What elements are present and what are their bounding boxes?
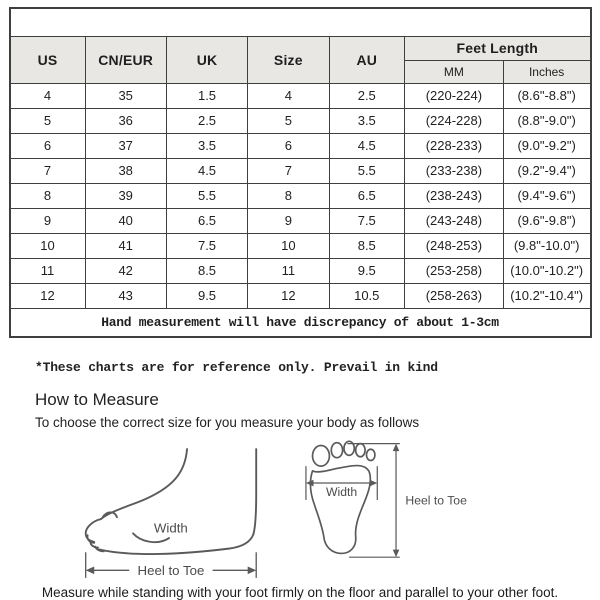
table-cell: 4.5	[329, 133, 405, 158]
table-cell: 5	[248, 108, 329, 133]
table-cell: 35	[85, 83, 166, 108]
table-cell: (228-233)	[405, 133, 504, 158]
table-header-row	[10, 36, 591, 60]
measurement-diagrams	[80, 438, 600, 579]
table-cell: (238-243)	[405, 183, 504, 208]
col-header-us: US	[10, 36, 86, 83]
table-cell: (10.0"-10.2")	[503, 258, 590, 283]
table-cell: 9.5	[166, 283, 247, 308]
table-cell: 9.5	[329, 258, 405, 283]
table-cell: 2.5	[329, 83, 405, 108]
table-cell: 12	[248, 283, 329, 308]
table-row	[10, 258, 591, 283]
table-cell: 40	[85, 208, 166, 233]
table-cell: (243-248)	[405, 208, 504, 233]
table-cell: 6.5	[166, 208, 247, 233]
foot-side-outline-icon	[86, 449, 257, 554]
side-view-foot-diagram	[80, 446, 260, 579]
table-cell: 8	[248, 183, 329, 208]
table-footer-row	[10, 308, 591, 337]
table-cell: 6	[248, 133, 329, 158]
table-cell: 1.5	[166, 83, 247, 108]
top-width-label: Width	[326, 485, 358, 500]
table-cell: 9	[10, 208, 86, 233]
table-cell: 7.5	[166, 233, 247, 258]
table-cell: (258-263)	[405, 283, 504, 308]
top-view-foot-diagram	[302, 438, 476, 560]
table-cell: (8.6"-8.8")	[503, 83, 590, 108]
table-cell: (9.6"-9.8")	[503, 208, 590, 233]
table-cell: 2.5	[166, 108, 247, 133]
table-cell: 41	[85, 233, 166, 258]
col-header-au: AU	[329, 36, 405, 83]
table-cell: 43	[85, 283, 166, 308]
reference-note: *These charts are for reference only. Prevail in kind	[35, 360, 438, 375]
how-to-measure-subtitle: To choose the correct size for you measure your body as follows	[35, 415, 420, 430]
how-to-measure-title: How to Measure	[35, 390, 159, 409]
table-row	[10, 208, 591, 233]
table-cell: (9.0"-9.2")	[503, 133, 590, 158]
table-cell: (253-258)	[405, 258, 504, 283]
col-header-feet-length: Feet Length	[405, 36, 591, 60]
table-cell: 12	[10, 283, 86, 308]
table-footnote: Hand measurement will have discrepancy of about 1-3cm	[10, 308, 591, 337]
side-width-label: Width	[153, 520, 188, 536]
table-cell: 3.5	[329, 108, 405, 133]
table-cell: 5.5	[166, 183, 247, 208]
table-row	[10, 133, 591, 158]
table-cell: 37	[85, 133, 166, 158]
bottom-note: Measure while standing with your foot firmly on the floor and parallel to your other foot.	[41, 585, 559, 600]
size-table-body	[10, 83, 591, 308]
table-cell: 3.5	[166, 133, 247, 158]
table-cell: 42	[85, 258, 166, 283]
table-cell: 38	[85, 158, 166, 183]
width-arrow	[306, 444, 400, 558]
table-row	[10, 108, 591, 133]
table-cell: (224-228)	[405, 108, 504, 133]
col-header-cn-eur: CN/EUR	[85, 36, 166, 83]
col-header-uk: UK	[166, 36, 247, 83]
table-cell: 7	[10, 158, 86, 183]
table-cell: 10	[248, 233, 329, 258]
table-cell: (9.4"-9.6")	[503, 183, 590, 208]
table-cell: 36	[85, 108, 166, 133]
table-cell: 11	[10, 258, 86, 283]
table-cell: 11	[248, 258, 329, 283]
table-cell: 6.5	[329, 183, 405, 208]
table-cell: 10.5	[329, 283, 405, 308]
table-cell: (9.8"-10.0")	[503, 233, 590, 258]
table-row	[10, 158, 591, 183]
table-row	[10, 83, 591, 108]
table-cell: (233-238)	[405, 158, 504, 183]
col-header-mm: MM	[405, 60, 504, 83]
table-cell: 5.5	[329, 158, 405, 183]
top-heel-to-toe-label: Heel to Toe	[405, 493, 467, 508]
table-cell: 4.5	[166, 158, 247, 183]
col-header-size: Size	[248, 36, 329, 83]
col-header-inches: Inches	[503, 60, 590, 83]
table-cell: 9	[248, 208, 329, 233]
table-spacer-row	[10, 8, 591, 36]
arrowheads	[306, 444, 399, 558]
table-cell: 4	[10, 83, 86, 108]
table-cell: (10.2"-10.4")	[503, 283, 590, 308]
table-spacer-cell	[10, 8, 591, 36]
table-row	[10, 183, 591, 208]
table-cell: 7	[248, 158, 329, 183]
table-row	[10, 283, 591, 308]
table-cell: (220-224)	[405, 83, 504, 108]
table-cell: 8.5	[329, 233, 405, 258]
table-cell: (9.2"-9.4")	[503, 158, 590, 183]
table-cell: 6	[10, 133, 86, 158]
table-cell: 39	[85, 183, 166, 208]
table-row	[10, 233, 591, 258]
table-cell: 8	[10, 183, 86, 208]
table-cell: (8.8"-9.0")	[503, 108, 590, 133]
table-cell: (248-253)	[405, 233, 504, 258]
table-cell: 10	[10, 233, 86, 258]
table-cell: 5	[10, 108, 86, 133]
table-cell: 7.5	[329, 208, 405, 233]
table-cell: 8.5	[166, 258, 247, 283]
side-heel-to-toe-label: Heel to Toe	[137, 563, 205, 579]
size-table	[9, 7, 592, 338]
size-chart-page	[0, 7, 600, 600]
table-cell: 4	[248, 83, 329, 108]
